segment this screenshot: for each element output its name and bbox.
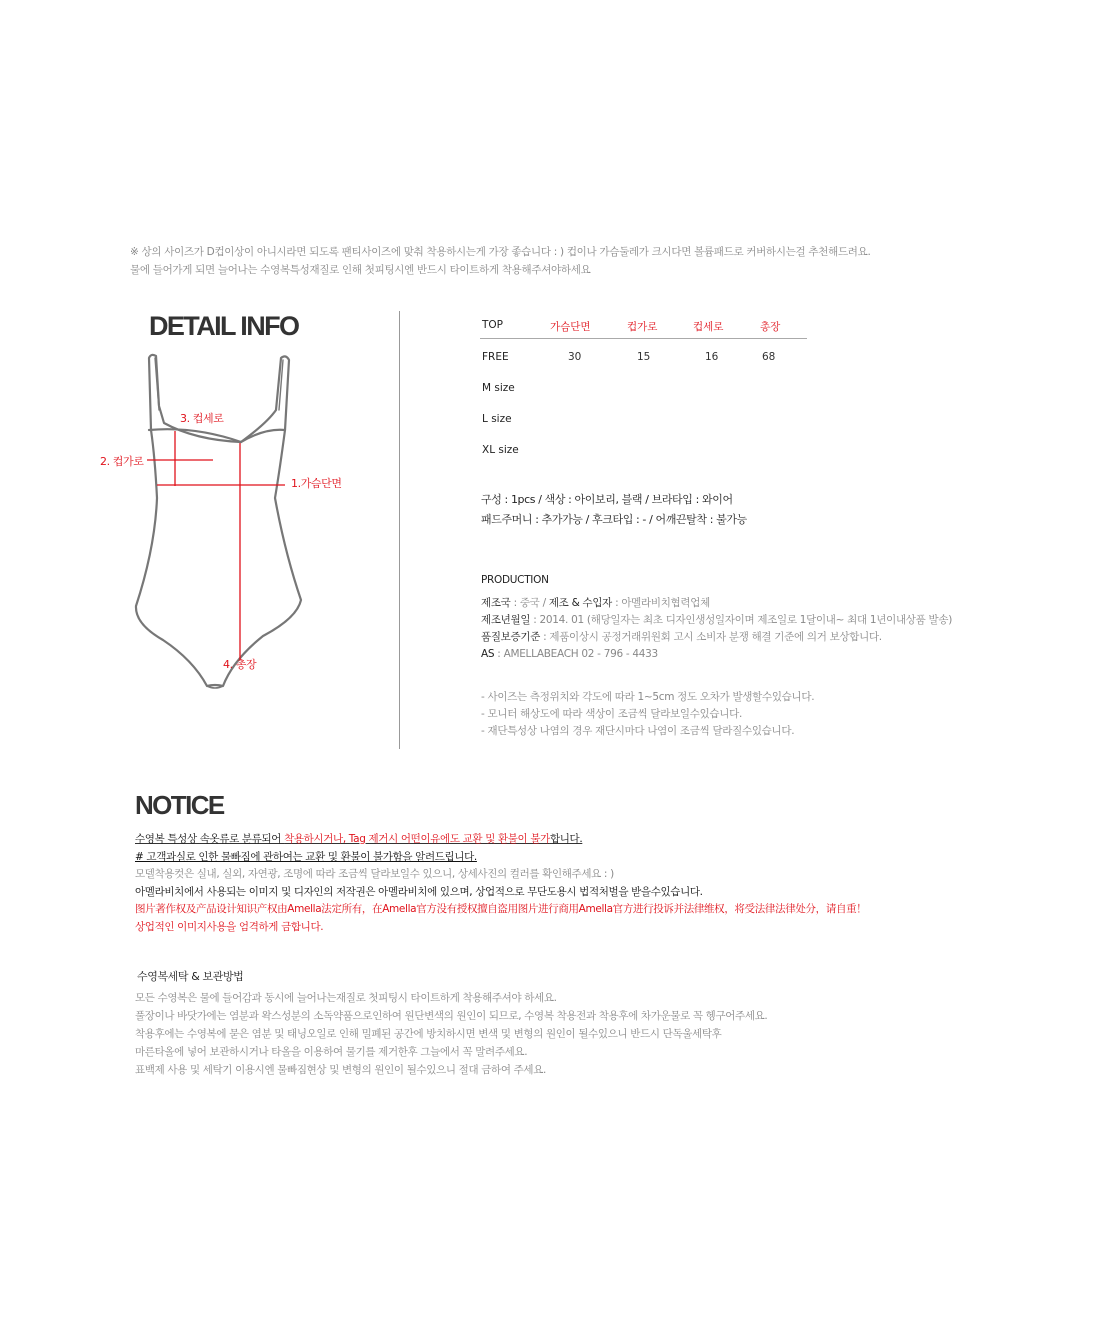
- size-advice-note: [130, 243, 871, 279]
- care-line: 풀장이나 바닷가에는 염분과 왁스성분의 소독약품으로인하여 원단변색의 원인이 되므로, 수영복 착용전과 착용후에 차가운물로 꼭 헹구어주세요.: [135, 1010, 768, 1022]
- production-key: 제조년월일: [481, 614, 531, 626]
- notice-lines: [135, 831, 866, 936]
- care-line: 모든 수영복은 물에 들어감과 동시에 늘어나는재질로 첫피팅시 타이트하게 착용해주셔야 하세요.: [135, 992, 557, 1004]
- disclaimer-item: - 모니터 해상도에 따라 색상이 조금씩 달라보일수있습니다.: [481, 708, 742, 720]
- notice-line-3: 모델착용컷은 실내, 실외, 자연광, 조명에 따라 조금씩 달라보일수 있으니, 상세사진의 컬러를 확인해주세요 : ): [135, 868, 614, 880]
- production-value: : 2014. 01 (해당일자는 최초 디자인생성일자이며 제조일로 1달이내~ 최대 1년이내상품 발송): [530, 614, 953, 626]
- notice-text: 합니다.: [549, 833, 583, 845]
- row-cup-width: 15: [637, 351, 651, 363]
- label-cup-width: 2. 컵가로: [100, 455, 144, 468]
- table-row: [480, 343, 807, 374]
- production-row: [481, 629, 952, 646]
- disclaimer-item: - 사이즈는 측정위치와 각도에 따라 1~5cm 정도 오차가 발생할수있습니다.: [481, 691, 815, 703]
- production-title: PRODUCTION: [481, 574, 549, 586]
- notice-line-1: [135, 831, 866, 849]
- measurement-disclaimers: [481, 689, 814, 740]
- production-value: : AMELLABEACH 02 - 796 - 4433: [494, 648, 658, 660]
- header-length: 총장: [760, 321, 781, 333]
- label-cup-height: 3. 컵세로: [180, 412, 224, 425]
- table-row: [480, 374, 807, 405]
- notice-line-2: # 고객과실로 인한 물빠짐에 관하여는 교환 및 환불이 불가함을 알려드립니다.: [135, 850, 477, 863]
- row-size: XL size: [482, 444, 519, 456]
- care-line: 마른타올에 넣어 보관하시거나 타올을 이용하여 물기를 제거한후 그늘에서 꼭 말려주세요.: [135, 1046, 528, 1058]
- production-value: : 중국 /: [510, 597, 549, 609]
- row-chest: 30: [568, 351, 582, 363]
- production-row: [481, 595, 952, 612]
- notice-line-6: 상업적인 이미지사용을 엄격하게 금합니다.: [135, 920, 324, 933]
- composition-line-2: 패드주머니 : 추가가능 / 후크타입 : - / 어깨끈탈착 : 불가능: [481, 513, 747, 526]
- notice-line-5: 图片著作权及产品设计知识产权由Amella法定所有，在Amella官方没有授权擅自盗用图片进行商用Amella官方进行投诉并法律维权，将受法律法律处分，请自重！: [135, 903, 867, 915]
- care-instructions: [135, 989, 767, 1079]
- row-size: L size: [482, 413, 512, 425]
- swimsuit-measurement-diagram: [95, 348, 365, 693]
- notice-title: NOTICE: [135, 790, 224, 820]
- production-info: [481, 572, 952, 663]
- table-row: [480, 436, 807, 467]
- production-key: 제조국: [481, 597, 511, 609]
- row-size: M size: [482, 382, 515, 394]
- header-chest: 가슴단면: [550, 321, 591, 333]
- care-line: 착용후에는 수영복에 묻은 염분 및 태닝오일로 인해 밀폐된 공간에 방치하시면 변색 및 변형의 원인이 될수있으니 반드시 단독울세탁후: [135, 1028, 722, 1040]
- size-advice-line-1: ※ 상의 사이즈가 D컵이상이 아니시라면 되도록 팬티사이즈에 맞춰 착용하시는게 가장 좋습니다 : ) 컵이나 가슴둘레가 크시다면 볼륨패드로 커버하시는걸 추천해드려요.: [130, 246, 871, 258]
- notice-text: 수영복 특성상 속옷류로 분류되어: [135, 833, 285, 845]
- row-cup-height: 16: [705, 351, 719, 363]
- header-cup-width: 컵가로: [627, 321, 658, 333]
- production-row: [481, 646, 952, 663]
- composition-info: [481, 490, 747, 530]
- production-row: [481, 612, 952, 629]
- detail-info-title: DETAIL INFO: [149, 311, 299, 341]
- size-advice-line-2: 물에 들어가게 되면 늘어나는 수영복특성재질로 인해 첫피팅시엔 반드시 타이트하게 착용해주셔야하세요: [130, 264, 591, 276]
- notice-text-highlight: 착용하시거나, Tag 제거시 어떤이유에도 교환 및 환불이 불가: [284, 833, 550, 845]
- size-table-header: [480, 311, 807, 339]
- production-key: 제조 & 수입자: [548, 597, 613, 609]
- label-chest-width: 1.가슴단면: [291, 477, 342, 490]
- care-line: 표백제 사용 및 세탁기 이용시엔 물빠짐현상 및 변형의 원인이 될수있으니 절대 금하여 주세요.: [135, 1064, 546, 1076]
- label-total-length: 4. 총장: [223, 658, 257, 671]
- production-key: 품질보증기준: [481, 631, 541, 643]
- row-size: FREE: [482, 351, 509, 363]
- production-key: AS: [481, 648, 495, 660]
- header-top: TOP: [482, 319, 504, 331]
- vertical-divider: [399, 311, 400, 749]
- composition-line-1: 구성 : 1pcs / 색상 : 아이보리, 블랙 / 브라타입 : 와이어: [481, 493, 733, 506]
- care-title: 수영복세탁 & 보관방법: [137, 970, 244, 983]
- production-value: : 아멜라비치협력업체: [612, 597, 710, 609]
- notice-line-4: 아멜라비치에서 사용되는 이미지 및 디자인의 저작권은 아멜라비치에 있으며, 상업적으로 무단도용시 법적처벌을 받을수있습니다.: [135, 885, 703, 898]
- row-length: 68: [762, 351, 776, 363]
- size-table: [480, 311, 807, 467]
- swimsuit-outline-icon: [95, 348, 365, 693]
- header-cup-height: 컵세로: [693, 321, 724, 333]
- production-value: : 제품이상시 공정거래위원회 고시 소비자 분쟁 해결 기준에 의거 보상합니다.: [540, 631, 882, 643]
- table-row: [480, 405, 807, 436]
- disclaimer-item: - 재단특성상 나염의 경우 재단시마다 나염이 조금씩 달라질수있습니다.: [481, 725, 795, 737]
